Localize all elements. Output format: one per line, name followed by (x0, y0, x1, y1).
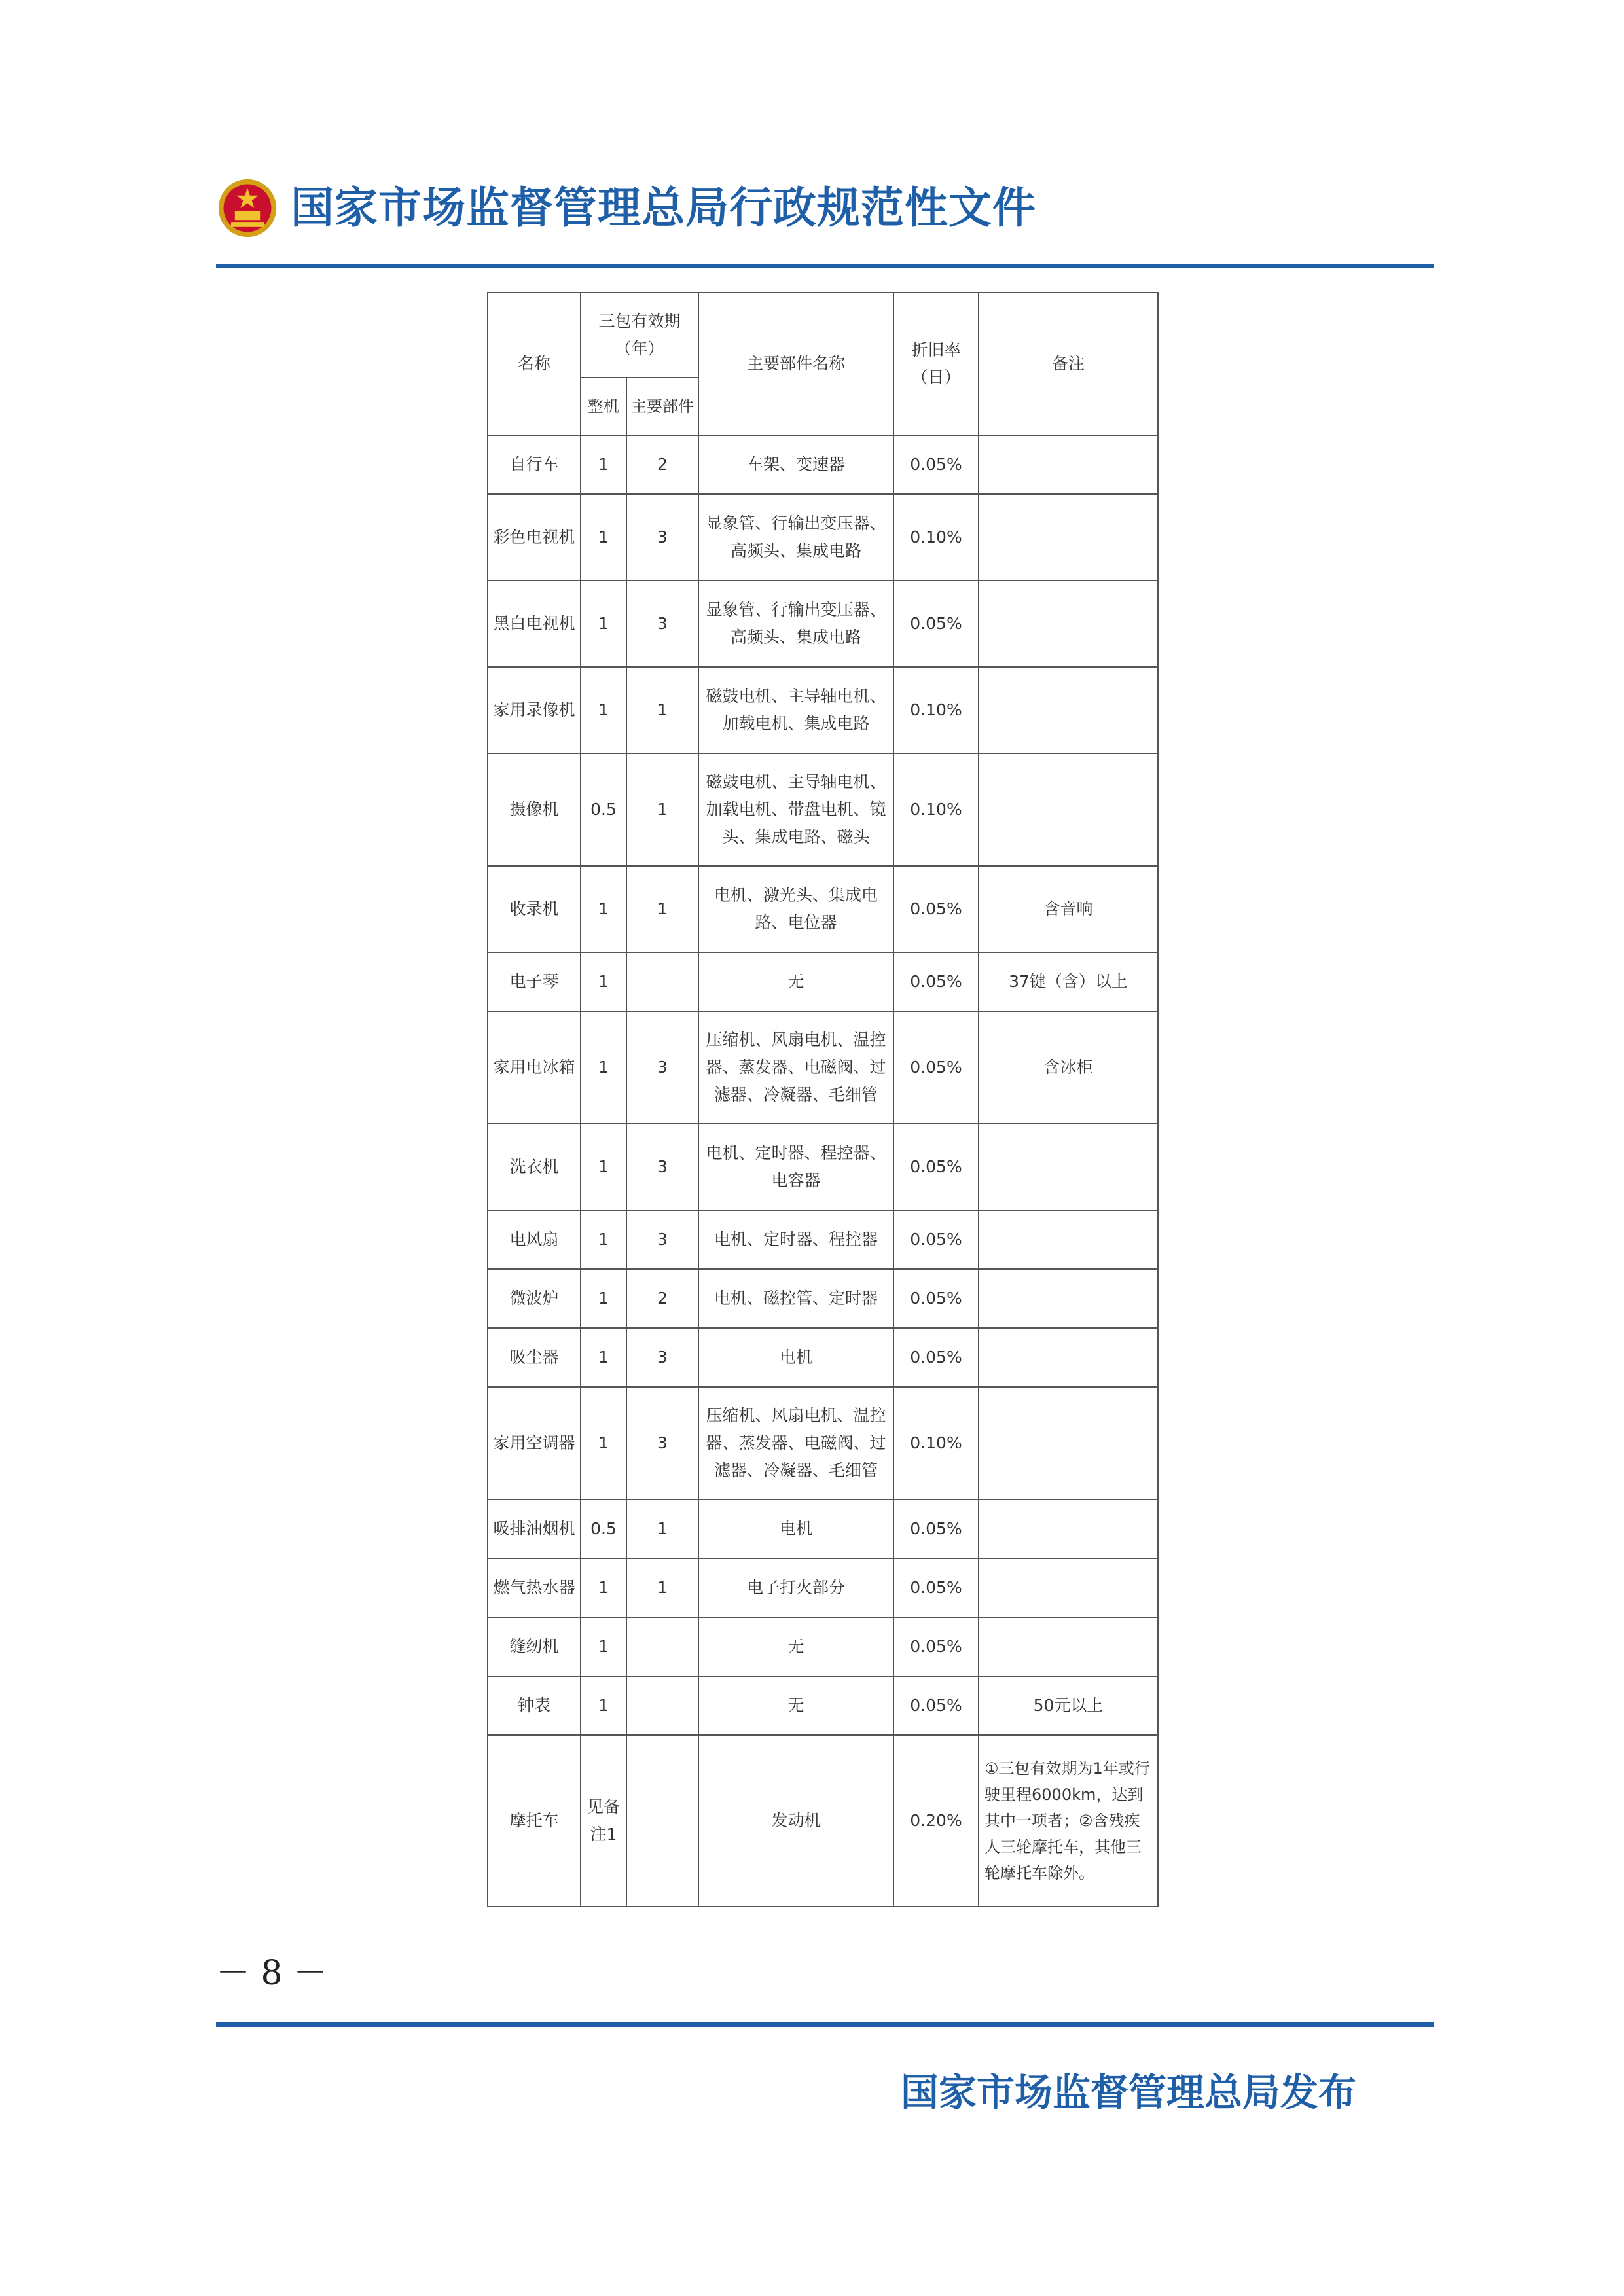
table-row (488, 1011, 1158, 1124)
table-row (488, 1558, 1158, 1617)
cell-main: 3 (626, 1387, 698, 1499)
table-row (488, 1124, 1158, 1210)
cell-name: 收录机 (488, 866, 581, 952)
cell-main: 3 (626, 1328, 698, 1387)
cell-parts: 显象管、行输出变压器、高频头、集成电路 (698, 581, 893, 667)
header-parts-name: 主要部件名称 (698, 293, 893, 435)
cell-parts: 磁鼓电机、主导轴电机、加载电机、带盘电机、镜头、集成电路、磁头 (698, 753, 893, 866)
cell-name: 家用空调器 (488, 1387, 581, 1499)
table-row (488, 1269, 1158, 1328)
cell-parts: 显象管、行输出变压器、高频头、集成电路 (698, 494, 893, 581)
cell-note (979, 753, 1158, 866)
cell-whole: 1 (581, 1676, 626, 1735)
table-row (488, 1617, 1158, 1676)
cell-main: 3 (626, 581, 698, 667)
cell-name: 缝纫机 (488, 1617, 581, 1676)
cell-note (979, 435, 1158, 494)
cell-note (979, 667, 1158, 753)
table-row (488, 1735, 1158, 1907)
cell-whole: 1 (581, 1617, 626, 1676)
cell-main: 1 (626, 866, 698, 952)
cell-name: 家用电冰箱 (488, 1011, 581, 1124)
header-warranty-group: 三包有效期（年） (581, 293, 698, 378)
cell-main (626, 952, 698, 1011)
cell-rate: 0.05% (893, 952, 979, 1011)
table-row (488, 494, 1158, 581)
cell-note (979, 1558, 1158, 1617)
cell-name: 燃气热水器 (488, 1558, 581, 1617)
cell-name: 摄像机 (488, 753, 581, 866)
cell-note (979, 1328, 1158, 1387)
header-divider (216, 264, 1434, 268)
cell-main (626, 1617, 698, 1676)
header-whole: 整机 (581, 378, 626, 435)
cell-rate: 0.10% (893, 753, 979, 866)
cell-parts: 无 (698, 1676, 893, 1735)
cell-parts: 电机 (698, 1328, 893, 1387)
cell-rate: 0.05% (893, 1499, 979, 1558)
cell-main: 3 (626, 1011, 698, 1124)
cell-note: 50元以上 (979, 1676, 1158, 1735)
table-row (488, 1328, 1158, 1387)
footer-publisher: 国家市场监督管理总局发布 (901, 2070, 1357, 2115)
cell-parts: 发动机 (698, 1735, 893, 1907)
cell-main (626, 1676, 698, 1735)
cell-rate: 0.05% (893, 1269, 979, 1328)
table-row (488, 952, 1158, 1011)
cell-parts: 电机、定时器、程控器、电容器 (698, 1124, 893, 1210)
table-row (488, 866, 1158, 952)
cell-name: 电子琴 (488, 952, 581, 1011)
cell-whole: 0.5 (581, 1499, 626, 1558)
national-emblem-icon (216, 177, 279, 240)
cell-name: 微波炉 (488, 1269, 581, 1328)
cell-rate: 0.05% (893, 1617, 979, 1676)
cell-whole: 1 (581, 435, 626, 494)
cell-whole: 1 (581, 866, 626, 952)
table-row (488, 1499, 1158, 1558)
cell-main: 2 (626, 1269, 698, 1328)
cell-note (979, 1617, 1158, 1676)
cell-note: 含音响 (979, 866, 1158, 952)
cell-main (626, 1735, 698, 1907)
table-row (488, 581, 1158, 667)
table-row (488, 753, 1158, 866)
cell-rate: 0.05% (893, 435, 979, 494)
cell-rate: 0.05% (893, 1558, 979, 1617)
cell-whole: 1 (581, 1011, 626, 1124)
cell-parts: 磁鼓电机、主导轴电机、加载电机、集成电路 (698, 667, 893, 753)
table-row (488, 435, 1158, 494)
cell-whole: 见备注1 (581, 1735, 626, 1907)
cell-main: 3 (626, 1124, 698, 1210)
cell-rate: 0.05% (893, 866, 979, 952)
cell-name: 吸尘器 (488, 1328, 581, 1387)
header-main-parts: 主要部件 (626, 378, 698, 435)
cell-note (979, 581, 1158, 667)
cell-whole: 1 (581, 581, 626, 667)
cell-name: 黑白电视机 (488, 581, 581, 667)
table-row (488, 1210, 1158, 1269)
cell-main: 1 (626, 753, 698, 866)
cell-parts: 电机 (698, 1499, 893, 1558)
table-row (488, 1676, 1158, 1735)
cell-note (979, 494, 1158, 581)
cell-note: ①三包有效期为1年或行驶里程6000km，达到其中一项者；②含残疾人三轮摩托车，其他三轮摩托车除外。 (979, 1735, 1158, 1907)
cell-name: 摩托车 (488, 1735, 581, 1907)
cell-note: 含冰柜 (979, 1011, 1158, 1124)
cell-parts: 电机、定时器、程控器 (698, 1210, 893, 1269)
cell-whole: 1 (581, 667, 626, 753)
cell-rate: 0.20% (893, 1735, 979, 1907)
cell-rate: 0.05% (893, 1676, 979, 1735)
cell-whole: 1 (581, 1210, 626, 1269)
cell-name: 钟表 (488, 1676, 581, 1735)
cell-main: 1 (626, 1558, 698, 1617)
cell-rate: 0.05% (893, 1210, 979, 1269)
cell-whole: 1 (581, 1328, 626, 1387)
cell-name: 吸排油烟机 (488, 1499, 581, 1558)
cell-whole: 1 (581, 494, 626, 581)
cell-parts: 电机、磁控管、定时器 (698, 1269, 893, 1328)
cell-main: 3 (626, 1210, 698, 1269)
cell-parts: 无 (698, 952, 893, 1011)
cell-whole: 1 (581, 1124, 626, 1210)
cell-rate: 0.10% (893, 494, 979, 581)
cell-parts: 车架、变速器 (698, 435, 893, 494)
cell-whole: 1 (581, 1558, 626, 1617)
cell-rate: 0.05% (893, 581, 979, 667)
cell-note (979, 1210, 1158, 1269)
document-header (216, 177, 1036, 240)
footer-divider (216, 2022, 1434, 2027)
table-row (488, 1387, 1158, 1499)
cell-note (979, 1269, 1158, 1328)
cell-rate: 0.10% (893, 1387, 979, 1499)
table-row (488, 667, 1158, 753)
warranty-table (487, 292, 1159, 1907)
cell-main: 1 (626, 1499, 698, 1558)
cell-rate: 0.10% (893, 667, 979, 753)
cell-main: 2 (626, 435, 698, 494)
header-depreciation: 折旧率（日） (893, 293, 979, 435)
cell-whole: 0.5 (581, 753, 626, 866)
header-name: 名称 (488, 293, 581, 435)
cell-parts: 压缩机、风扇电机、温控器、蒸发器、电磁阀、过滤器、冷凝器、毛细管 (698, 1011, 893, 1124)
cell-main: 1 (626, 667, 698, 753)
cell-parts: 电子打火部分 (698, 1558, 893, 1617)
page-number: － 8 － (216, 1954, 328, 1993)
cell-name: 自行车 (488, 435, 581, 494)
cell-name: 彩色电视机 (488, 494, 581, 581)
cell-name: 电风扇 (488, 1210, 581, 1269)
cell-whole: 1 (581, 1387, 626, 1499)
header-note: 备注 (979, 293, 1158, 435)
cell-name: 家用录像机 (488, 667, 581, 753)
cell-whole: 1 (581, 952, 626, 1011)
cell-note (979, 1387, 1158, 1499)
header-title: 国家市场监督管理总局行政规范性文件 (291, 183, 1036, 233)
cell-rate: 0.05% (893, 1011, 979, 1124)
cell-parts: 压缩机、风扇电机、温控器、蒸发器、电磁阀、过滤器、冷凝器、毛细管 (698, 1387, 893, 1499)
cell-note (979, 1124, 1158, 1210)
cell-whole: 1 (581, 1269, 626, 1328)
cell-parts: 电机、激光头、集成电路、电位器 (698, 866, 893, 952)
cell-name: 洗衣机 (488, 1124, 581, 1210)
cell-main: 3 (626, 494, 698, 581)
cell-rate: 0.05% (893, 1328, 979, 1387)
cell-parts: 无 (698, 1617, 893, 1676)
cell-rate: 0.05% (893, 1124, 979, 1210)
cell-note (979, 1499, 1158, 1558)
cell-note: 37键（含）以上 (979, 952, 1158, 1011)
